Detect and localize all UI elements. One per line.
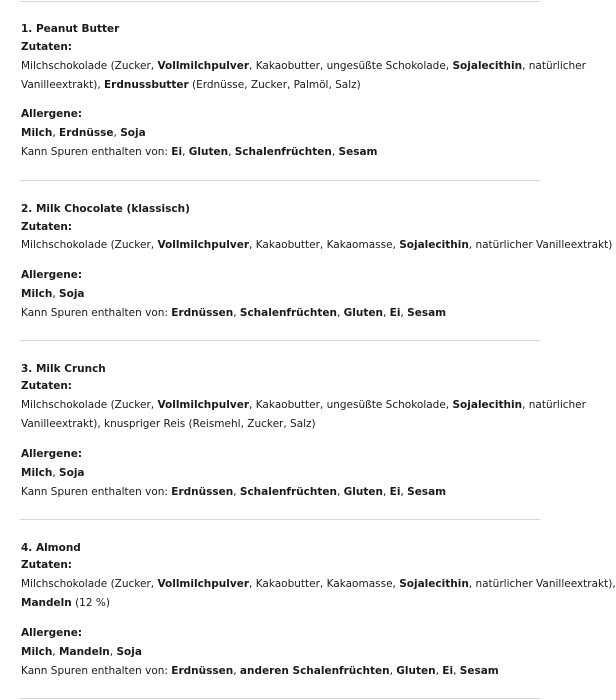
ingredients-label: Zutaten:: [21, 380, 73, 392]
traces-list: [21, 306, 446, 320]
text-run: ,: [52, 467, 60, 479]
bold-term: Schalenfrüchten: [234, 146, 332, 158]
allergens-label: Allergene:: [21, 627, 83, 639]
text-run: , Kakaobutter, Kakaomasse,: [249, 239, 400, 251]
bold-term: Schalenfrüchten: [239, 486, 337, 498]
text-run: ,: [52, 646, 60, 658]
bold-term: Sojalecithin: [399, 578, 469, 590]
ingredients-line: [21, 59, 586, 73]
bold-term: Soja: [116, 646, 142, 658]
text-run: ,: [233, 665, 240, 677]
text-run: , natürlicher: [522, 60, 586, 72]
bold-term: Sesam: [407, 486, 447, 498]
bold-term: anderen Schalenfrüchten: [239, 665, 390, 677]
bold-term: Sojalecithin: [452, 60, 523, 72]
product-title: 3. Milk Crunch: [21, 363, 106, 375]
text-run: , Kakaobutter, ungesüßte Schokolade,: [249, 60, 453, 72]
allergens-list: [21, 645, 142, 659]
text-run: Milchschokolade (Zucker,: [21, 239, 158, 251]
traces-list: [21, 664, 499, 678]
ingredients-label: Zutaten:: [21, 41, 73, 53]
bold-term: Vollmilchpulver: [157, 578, 250, 590]
bold-term: Schalenfrüchten: [239, 307, 337, 319]
bold-term: Soja: [59, 467, 85, 479]
bold-term: Milch: [21, 127, 53, 139]
traces-list: [21, 485, 446, 499]
bold-term: Milch: [21, 646, 53, 658]
text-run: ,: [233, 307, 240, 319]
bold-term: Milch: [21, 288, 53, 300]
allergens-list: [21, 287, 85, 301]
text-run: , natürlicher Vanilleextrakt): [468, 239, 613, 251]
text-run: , natürlicher: [522, 399, 586, 411]
text-run: Kann Spuren enthalten von:: [21, 486, 172, 498]
section-divider: [20, 519, 540, 520]
bold-term: Gluten: [343, 486, 383, 498]
bold-term: Erdnüssen: [171, 307, 234, 319]
allergens-label: Allergene:: [21, 269, 83, 281]
allergens-list: [21, 466, 85, 480]
bold-term: Ei: [171, 146, 183, 158]
bold-term: Sesam: [338, 146, 378, 158]
text-run: ,: [52, 288, 60, 300]
ingredients-line: [21, 238, 612, 252]
traces-list: [21, 145, 378, 159]
bold-term: Gluten: [396, 665, 436, 677]
text-run: ,: [52, 127, 60, 139]
allergens-label: Allergene:: [21, 448, 83, 460]
text-run: Kann Spuren enthalten von:: [21, 146, 172, 158]
text-run: ,: [400, 486, 408, 498]
section-divider: [20, 1, 540, 2]
ingredients-line: [21, 596, 110, 610]
text-run: ,: [233, 486, 240, 498]
bold-term: Vollmilchpulver: [157, 60, 250, 72]
ingredients-line: [21, 78, 361, 92]
bold-term: Vollmilchpulver: [157, 239, 250, 251]
text-run: Milchschokolade (Zucker,: [21, 399, 158, 411]
text-run: Kann Spuren enthalten von:: [21, 665, 172, 677]
bold-term: Gluten: [343, 307, 383, 319]
text-run: ,: [109, 646, 117, 658]
bold-term: Erdnussbutter: [104, 79, 189, 91]
text-run: ,: [400, 307, 408, 319]
product-title: 4. Almond: [21, 542, 81, 554]
text-run: ,: [382, 486, 390, 498]
ingredients-line: [21, 577, 616, 591]
ingredients-line: [21, 417, 316, 431]
product-title: 1. Peanut Butter: [21, 23, 120, 35]
section-divider: [20, 698, 540, 699]
text-run: ,: [331, 146, 339, 158]
text-run: ,: [336, 307, 344, 319]
bold-term: Erdnüssen: [171, 665, 234, 677]
bold-term: Vollmilchpulver: [157, 399, 250, 411]
text-run: ,: [382, 307, 390, 319]
text-run: ,: [228, 146, 235, 158]
text-run: ,: [113, 127, 121, 139]
bold-term: Sojalecithin: [452, 399, 523, 411]
bold-term: Ei: [442, 665, 454, 677]
bold-term: Soja: [59, 288, 85, 300]
section-divider: [20, 340, 540, 341]
text-run: Milchschokolade (Zucker,: [21, 578, 158, 590]
bold-term: Erdnüssen: [171, 486, 234, 498]
text-run: , Kakaobutter, Kakaomasse,: [249, 578, 400, 590]
bold-term: Sojalecithin: [399, 239, 469, 251]
allergens-label: Allergene:: [21, 108, 83, 120]
text-run: Vanilleextrakt),: [21, 79, 104, 91]
bold-term: Sesam: [407, 307, 447, 319]
text-run: (12 %): [71, 597, 110, 609]
text-run: ,: [336, 486, 344, 498]
text-run: , natürlicher Vanilleextrakt),: [468, 578, 616, 590]
bold-term: Gluten: [188, 146, 229, 158]
bold-term: Sesam: [459, 665, 499, 677]
text-run: ,: [453, 665, 460, 677]
text-run: , Kakaobutter, ungesüßte Schokolade,: [249, 399, 453, 411]
text-run: (Erdnüsse, Zucker, Palmöl, Salz): [188, 79, 361, 91]
product-title: 2. Milk Chocolate (klassisch): [21, 203, 190, 215]
ingredients-label: Zutaten:: [21, 221, 73, 233]
text-run: Vanilleextrakt), knuspriger Reis (Reismehl, Zucker, Salz): [21, 418, 316, 430]
text-run: Milchschokolade (Zucker,: [21, 60, 158, 72]
ingredients-line: [21, 398, 586, 412]
bold-term: Erdnüsse: [59, 127, 114, 139]
allergens-list: [21, 126, 146, 140]
bold-term: Milch: [21, 467, 53, 479]
ingredients-label: Zutaten:: [21, 559, 73, 571]
section-divider: [20, 180, 540, 181]
text-run: Kann Spuren enthalten von:: [21, 307, 172, 319]
bold-term: Ei: [389, 307, 401, 319]
text-run: ,: [389, 665, 397, 677]
text-run: ,: [182, 146, 189, 158]
bold-term: Mandeln: [59, 646, 110, 658]
bold-term: Ei: [389, 486, 401, 498]
bold-term: Mandeln: [21, 597, 72, 609]
bold-term: Soja: [120, 127, 146, 139]
text-run: ,: [435, 665, 443, 677]
